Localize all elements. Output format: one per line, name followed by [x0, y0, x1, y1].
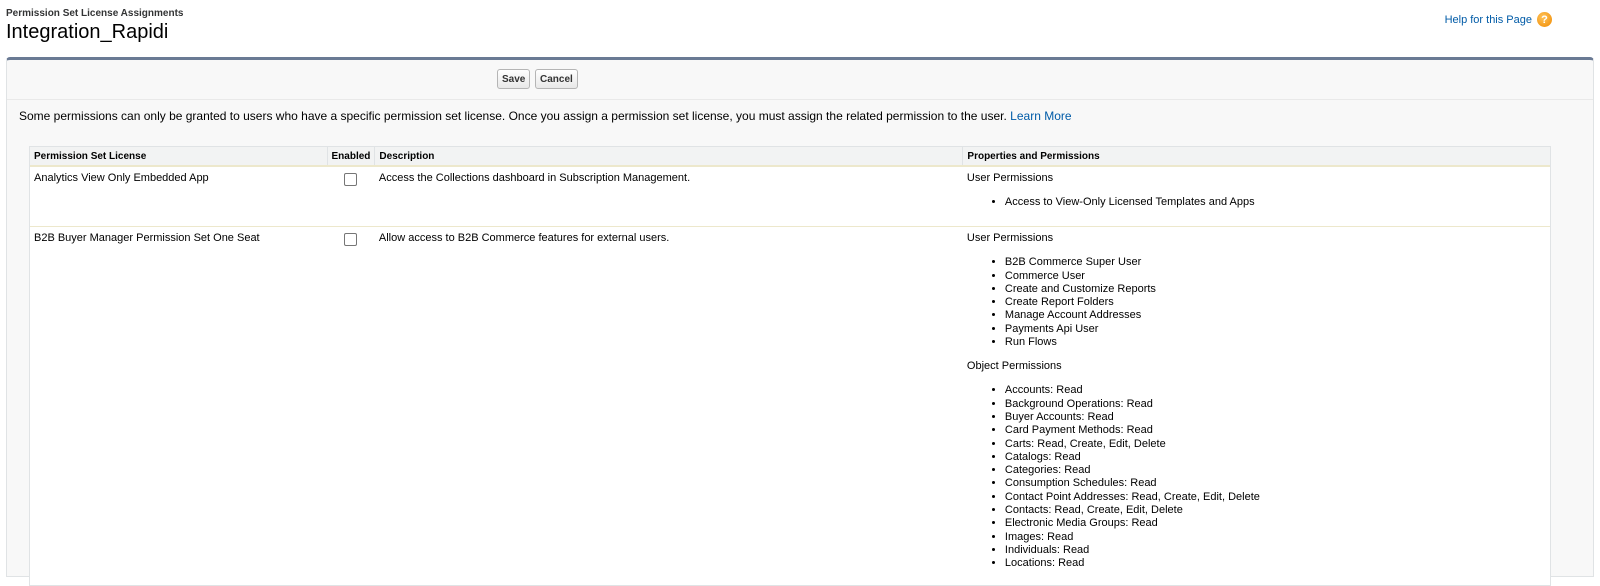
button-bar: [7, 60, 1593, 100]
cancel-button[interactable]: Cancel: [535, 69, 578, 89]
column-header-properties: Properties and Permissions: [963, 147, 1550, 166]
page-header: [6, 8, 183, 43]
permission-item: • Contacts: Read, Create, Edit, Delete: [1005, 504, 1546, 517]
table-row: [30, 166, 1550, 227]
help-link-label: Help for this Page: [1444, 13, 1532, 26]
permission-item: • Individuals: Read: [1005, 544, 1546, 557]
license-name: Analytics View Only Embedded App: [30, 166, 327, 227]
permission-item: • Create Report Folders: [1005, 296, 1546, 309]
table-header-row: [30, 147, 1550, 166]
license-table-container[interactable]: [29, 146, 1551, 586]
permission-item: • Access to View-Only Licensed Templates and Apps: [1005, 196, 1546, 209]
permission-item: • Accounts: Read: [1005, 384, 1546, 397]
license-name: B2B Buyer Manager Permission Set One Seat: [30, 227, 327, 586]
permission-item: • Payments Api User: [1005, 323, 1546, 336]
permission-item: • Manage Account Addresses: [1005, 309, 1546, 322]
column-header-enabled: Enabled: [327, 147, 375, 166]
permission-item: • Commerce User: [1005, 270, 1546, 283]
column-header-license: Permission Set License: [30, 147, 327, 166]
table-row: [30, 227, 1550, 586]
permission-item: • Locations: Read: [1005, 557, 1546, 570]
license-description: Access the Collections dashboard in Subscription Management.: [375, 166, 963, 227]
permission-item: • Background Operations: Read: [1005, 398, 1546, 411]
permission-item: • Buyer Accounts: Read: [1005, 411, 1546, 424]
permission-item: • Run Flows: [1005, 336, 1546, 349]
page-type-label: Permission Set License Assignments: [6, 8, 184, 19]
permission-item: • Carts: Read, Create, Edit, Delete: [1005, 438, 1546, 451]
permission-item: • Card Payment Methods: Read: [1005, 424, 1546, 437]
permission-item: • Consumption Schedules: Read: [1005, 477, 1546, 490]
enabled-cell: [327, 227, 375, 586]
page-title: Integration_Rapidi: [6, 21, 169, 43]
permission-section-heading: User Permissions: [966, 232, 1054, 245]
enabled-checkbox[interactable]: [344, 173, 357, 186]
permission-item: • Create and Customize Reports: [1005, 283, 1546, 296]
permission-item: • Electronic Media Groups: Read: [1005, 517, 1546, 530]
enabled-cell: [327, 166, 375, 227]
intro-message: Some permissions can only be granted to users who have a specific permission set license. Once you assign a permission set license, you must assign the related permission to the user.: [19, 109, 1011, 123]
permission-list: [967, 256, 1546, 349]
permission-set-license-panel: [6, 57, 1594, 577]
license-table: [30, 147, 1550, 586]
column-header-description: Description: [375, 147, 963, 166]
permission-item: • Categories: Read: [1005, 464, 1546, 477]
intro-text: [19, 109, 1072, 123]
save-button[interactable]: Save: [497, 69, 530, 89]
permission-item: • B2B Commerce Super User: [1005, 256, 1546, 269]
enabled-checkbox[interactable]: [344, 233, 357, 246]
permission-item: • Contact Point Addresses: Read, Create, Edit, Delete: [1005, 491, 1546, 504]
permission-list: [967, 384, 1546, 570]
properties-cell: [963, 227, 1550, 586]
learn-more-link[interactable]: Learn More: [1010, 109, 1072, 123]
permission-item: • Images: Read: [1005, 531, 1546, 544]
question-circle-icon[interactable]: ?: [1537, 12, 1552, 27]
help-for-this-page-link[interactable]: [1445, 12, 1552, 27]
properties-cell: [963, 166, 1550, 227]
permission-section-heading: User Permissions: [966, 172, 1054, 184]
license-description: Allow access to B2B Commerce features for external users.: [375, 227, 963, 586]
permission-item: • Catalogs: Read: [1005, 451, 1546, 464]
permission-section-heading: Object Permissions: [966, 360, 1062, 373]
permission-list: [967, 196, 1546, 209]
